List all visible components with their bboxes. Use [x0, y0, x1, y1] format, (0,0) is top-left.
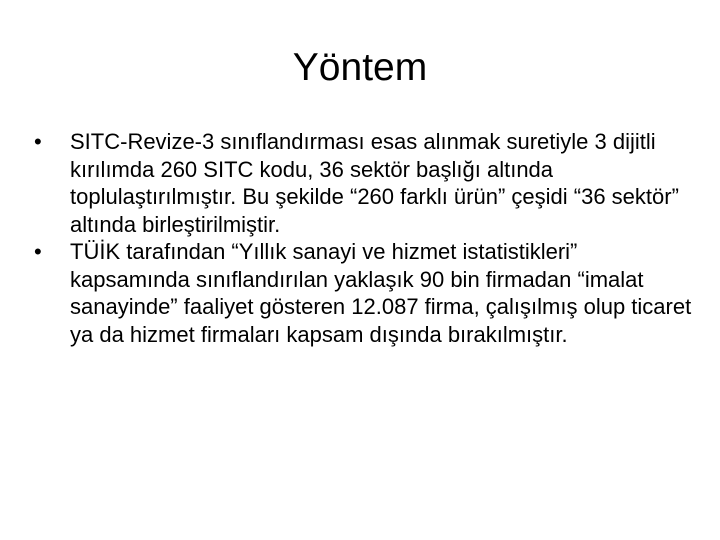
- bullet-text: SITC-Revize-3 sınıflandırması esas alınmak suretiyle 3 dijitli kırılımda 260 SITC kodu, 36 sektör başlığı altında toplulaştırılmıştır. Bu şekilde “260 farklı ürün” çeşidi “36 sektör” altında birleştirilmiştir.: [70, 129, 679, 237]
- bullet-item: [34, 128, 694, 238]
- bullet-text: TÜİK tarafından “Yıllık sanayi ve hizmet istatistikleri” kapsamında sınıflandırılan yaklaşık 90 bin firmadan “imalat sanayinde” faaliyet gösteren 12.087 firma, çalışılmış olup ticaret ya da hizmet firmaları kapsam dışında bırakılmıştır.: [70, 239, 692, 347]
- bullet-icon: •: [34, 239, 42, 264]
- bullet-list: [34, 128, 694, 348]
- slide-title: Yöntem: [292, 46, 428, 89]
- bullet-item: [34, 238, 694, 348]
- bullet-icon: •: [34, 129, 42, 154]
